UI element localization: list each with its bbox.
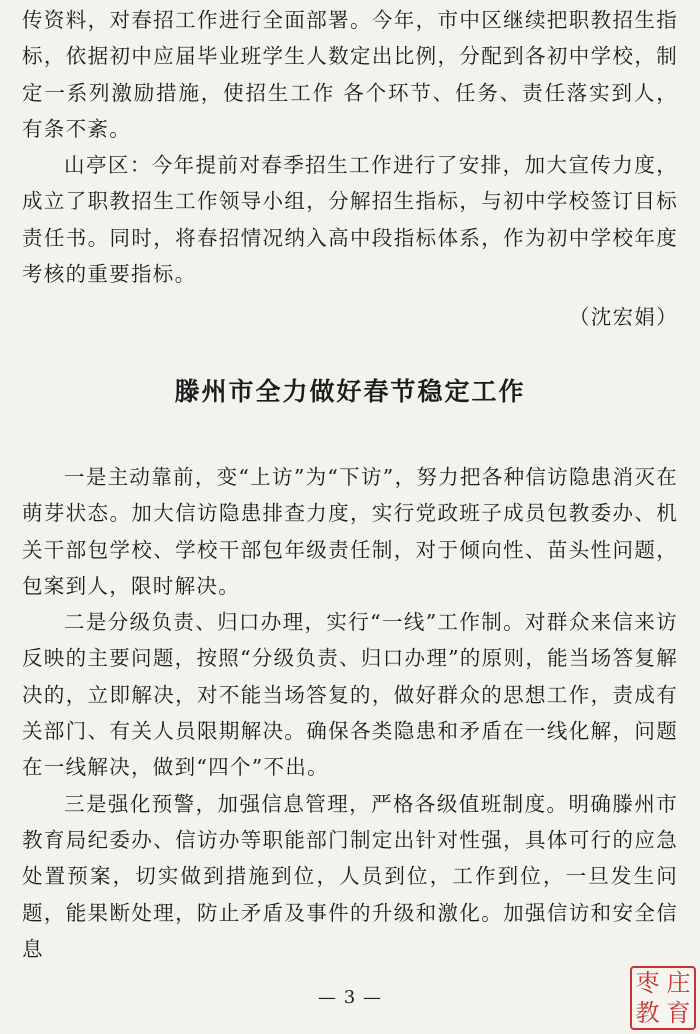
seal-char: 枣 bbox=[635, 969, 660, 997]
red-seal-stamp bbox=[630, 966, 696, 1030]
paragraph: 山亭区：今年提前对春季招生工作进行了安排，加大宣传力度，成立了职教招生工作领导小组，分解招生指标，与初中学校签订目标责任书。同时，将春招情况纳入高中段指标体系，作为初中学校年度考核的重要指标。 bbox=[22, 153, 678, 287]
seal-char: 育 bbox=[666, 999, 691, 1027]
article-title: 滕州市全力做好春节稳定工作 bbox=[174, 377, 526, 406]
paragraph: 三是强化预警，加强信息管理，严格各级值班制度。明确滕州市教育局纪委办、信访办等职能部门制定出针对性强，具体可行的应急处置预案，切实做到措施到位，人员到位，工作到位，一旦发生问题，能果断处理，防止矛盾及事件的升级和激化。加强信访和安全信息 bbox=[22, 791, 678, 961]
section1-text bbox=[22, 2, 678, 292]
paragraph: 一是主动靠前，变“上访”为“下访”，努力把各种信访隐患消灭在萌芽状态。加大信访隐患排查力度，实行党政班子成员包教委办、机关干部包学校、学校干部包年级责任制，对于倾向性、苗头性问题，包案到人，限时解决。 bbox=[22, 465, 678, 598]
seal-char: 庄 bbox=[666, 969, 691, 997]
paragraph: 传资料，对春招工作进行全面部署。今年，市中区继续把职教招生指标，依据初中应届毕业班学生人数定出比例，分配到各初中学校，制定一系列激励措施，使招生工作 各个环节、任务、责任落实到人，有条不紊。 bbox=[22, 8, 678, 141]
paragraph: 二是分级负责、归口办理，实行“一线”工作制。对群众来信来访反映的主要问题，按照“分级负责、归口办理”的原则，能当场答复解决的，立即解决，对不能当场答复的，做好群众的思想工作，责成有关部门、有关人员限期解决。确保各类隐患和矛盾在一线化解，问题在一线解决，做到“四个”不出。 bbox=[22, 610, 678, 780]
page-number: — 3 — bbox=[318, 987, 382, 1008]
article-body bbox=[22, 459, 678, 967]
author-credit: （沈宏娟） bbox=[569, 305, 678, 329]
seal-char: 教 bbox=[635, 999, 660, 1027]
